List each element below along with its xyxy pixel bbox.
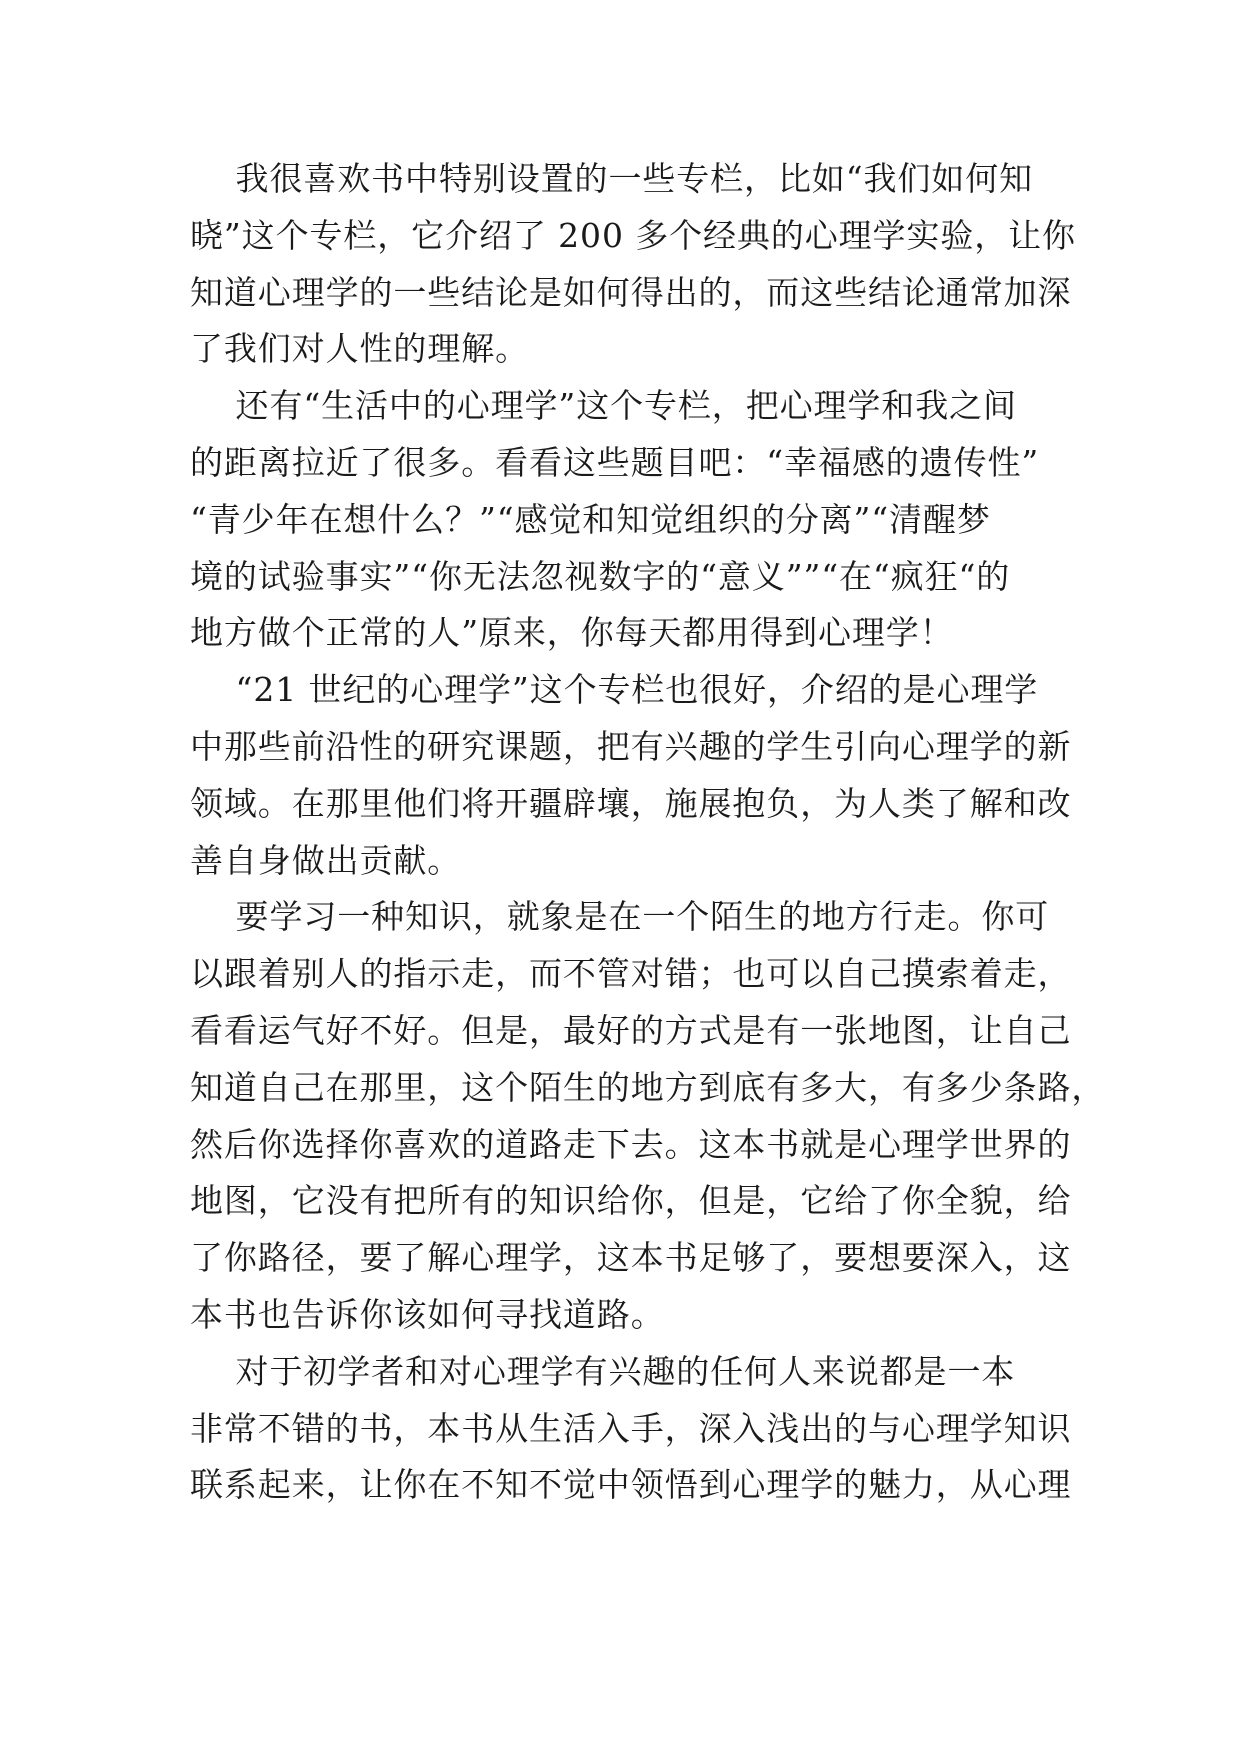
text-line: 要学习一种知识，就象是在一个陌生的地方行走。你可: [190, 897, 1050, 937]
text-line: 晓”这个专栏，它介绍了 200 多个经典的心理学实验，让你: [190, 215, 1076, 255]
text-line: 本书也告诉你该如何寻找道路。: [190, 1294, 665, 1334]
text-line: 看看运气好不好。但是，最好的方式是有一张地图，让自己: [190, 1010, 1072, 1050]
text-line: 还有“生活中的心理学”这个专栏，把心理学和我之间: [190, 386, 1017, 426]
text-line: “21 世纪的心理学”这个专栏也很好，介绍的是心理学: [190, 670, 1039, 710]
text-line: 中那些前沿性的研究课题，把有兴趣的学生引向心理学的新: [190, 726, 1072, 766]
text-line: 知道自己在那里，这个陌生的地方到底有多大，有多少条路，: [190, 1067, 1106, 1107]
text-line: 领域。在那里他们将开疆辟壤，施展抱负，为人类了解和改: [190, 783, 1072, 823]
text-line: “青少年在想什么？”“感觉和知觉组织的分离”“清醒梦: [190, 499, 991, 539]
text-line: 了我们对人性的理解。: [190, 329, 529, 369]
text-line: 对于初学者和对心理学有兴趣的任何人来说都是一本: [190, 1351, 1016, 1391]
text-line: 联系起来，让你在不知不觉中领悟到心理学的魅力，从心理: [190, 1465, 1072, 1505]
text-line: 地方做个正常的人”原来，你每天都用得到心理学！: [190, 613, 954, 653]
text-line: 然后你选择你喜欢的道路走下去。这本书就是心理学世界的: [190, 1124, 1072, 1164]
text-line: 非常不错的书，本书从生活入手，深入浅出的与心理学知识: [190, 1408, 1072, 1448]
body-text: [190, 151, 1106, 1514]
text-line: 知道心理学的一些结论是如何得出的，而这些结论通常加深: [190, 272, 1072, 312]
text-line: 境的试验事实”“你无法忽视数字的“意义””“在“疯狂“的: [190, 556, 1011, 596]
text-line: 了你路径，要了解心理学，这本书足够了，要想要深入，这: [190, 1238, 1072, 1278]
text-line: 地图，它没有把所有的知识给你，但是，它给了你全貌，给: [190, 1181, 1072, 1221]
text-line: 善自身做出贡献。: [190, 840, 462, 880]
text-line: 的距离拉近了很多。看看这些题目吧：“幸福感的遗传性”: [190, 442, 1040, 482]
text-line: 我很喜欢书中特别设置的一些专栏，比如“我们如何知: [190, 159, 1034, 198]
text-line: 以跟着别人的指示走，而不管对错；也可以自己摸索着走，: [190, 954, 1072, 994]
